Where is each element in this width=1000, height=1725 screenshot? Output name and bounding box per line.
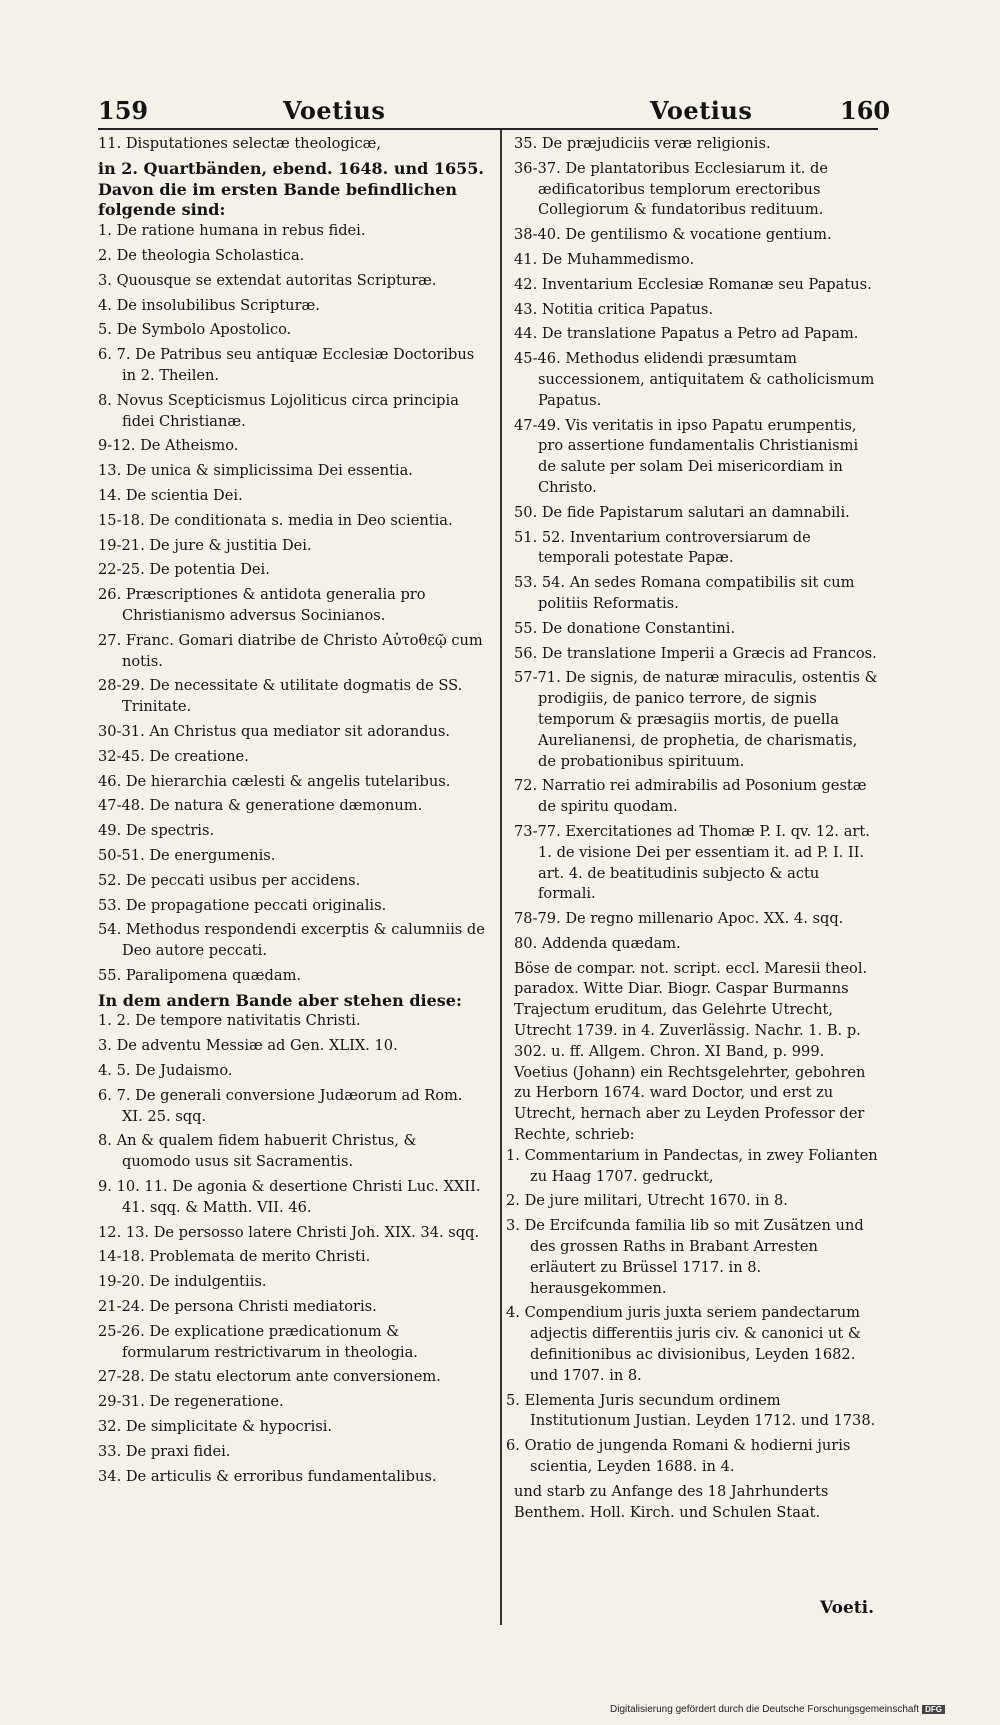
- entry: 5. De Symbolo Apostolico.: [98, 321, 292, 339]
- entry: 49. De spectris.: [98, 822, 215, 840]
- entry: 36-37. De plantatoribus Ecclesiarum it. de ædificatoribus templorum erectoribus Collegiorum & fundatoribus redituum.: [514, 159, 828, 219]
- running-title-right: Voetius: [650, 96, 753, 125]
- entry: 3. Quousque se extendat autoritas Scripturæ.: [98, 271, 437, 289]
- entry: 80. Addenda quædam.: [514, 934, 681, 952]
- entry: 19-21. De jure & justitia Dei.: [98, 536, 312, 554]
- entry: 2. De theologia Scholastica.: [98, 246, 305, 264]
- entry: 6. Oratio de jungenda Romani & hodierni juris scientia, Leyden 1688. in 4.: [506, 1437, 851, 1476]
- entry: 9. 10. 11. De agonia & desertione Christi Luc. XXII. 41. sqq. & Matth. VII. 46.: [98, 1178, 481, 1216]
- entry: 15-18. De conditionata s. media in Deo scientia.: [98, 511, 453, 529]
- entry: 53. 54. An sedes Romana compatibilis sit cum politiis Reformatis.: [514, 574, 855, 612]
- entry: 54. Methodus respondendi excerptis & calumniis de Deo autore peccati.: [98, 921, 485, 960]
- entry: 53. De propagatione peccati originalis.: [98, 896, 387, 914]
- entry: 8. Novus Scepticismus Lojoliticus circa principia fidei Christianæ.: [98, 391, 459, 430]
- entry: 1. De ratione humana in rebus fidei.: [98, 222, 366, 240]
- funding-footer: [610, 1704, 945, 1715]
- entry: 47-49. Vis veritatis in ipso Papatu erumpentis, pro assertione fundamentalis Christianismi de salute per solam Dei misericordiam in Christo.: [514, 416, 859, 496]
- entry: 2. De jure militari, Utrecht 1670. in 8.: [506, 1192, 788, 1210]
- entry: 4. De insolubilibus Scripturæ.: [98, 296, 320, 314]
- page-number-left: 159: [98, 96, 149, 125]
- entry: 52. De peccati usibus per accidens.: [98, 871, 361, 889]
- entry: 8. An & qualem fidem habuerit Christus, & quomodo usus sit Sacramentis.: [98, 1132, 417, 1171]
- entry: 4. 5. De Judaismo.: [98, 1062, 233, 1080]
- entry: 6. 7. De Patribus seu antiquæ Ecclesiæ Doctoribus in 2. Theilen.: [98, 346, 475, 384]
- entry: 6. 7. De generali conversione Judæorum ad Rom. XI. 25. sqq.: [98, 1086, 463, 1125]
- entry: 35. De præjudiciis veræ religionis.: [514, 135, 771, 152]
- entry: 43. Notitia critica Papatus.: [514, 300, 713, 318]
- entry: 55. Paralipomena quædam.: [98, 966, 302, 984]
- entry: 12. 13. De persosso latere Christi Joh. XIX. 34. sqq.: [98, 1223, 480, 1241]
- entry: 32-45. De creatione.: [98, 747, 249, 765]
- entry: 78-79. De regno millenario Apoc. XX. 4. sqq.: [514, 910, 844, 928]
- entry: 42. Inventarium Ecclesiæ Romanæ seu Papatus.: [514, 275, 872, 293]
- left-column: [98, 134, 486, 1491]
- entry: 38-40. De gentilismo & vocatione gentium.: [514, 226, 832, 244]
- entry: 56. De translatione Imperii a Græcis ad Francos.: [514, 644, 877, 662]
- catchword: Voeti.: [820, 1598, 875, 1618]
- entry: 11. Disputationes selectæ theologicæ,: [98, 135, 381, 152]
- entry: 47-48. De natura & generatione dæmonum.: [98, 797, 423, 815]
- entry: 45-46. Methodus elidendi præsumtam successionem, antiquitatem & catholicismum Papatus.: [514, 350, 875, 409]
- entry: 1. Commentarium in Pandectas, in zwey Folianten zu Haag 1707. gedruckt,: [506, 1146, 878, 1185]
- entry: 57-71. De signis, de naturæ miraculis, ostentis & prodigiis, de panico terrore, de signis temporum & præsagiis mortis, de puella Aurelianensi, de prophetia, de charismatis, de probationibus spirituum.: [514, 669, 878, 770]
- footer-text: Digitalisierung gefördert durch die Deutsche Forschungsgemeinschaft: [610, 1704, 920, 1715]
- entry: 19-20. De indulgentiis.: [98, 1273, 267, 1291]
- dfg-logo: DFG: [922, 1705, 945, 1714]
- entry: 21-24. De persona Christi mediatoris.: [98, 1298, 377, 1316]
- entry: 14. De scientia Dei.: [98, 486, 243, 504]
- closing-note: und starb zu Anfange des 18 Jahrhunderts Benthem. Holl. Kirch. und Schulen Staat.: [514, 1482, 829, 1521]
- entry: 50. De fide Papistarum salutari an damnabili.: [514, 503, 850, 521]
- column-divider: [500, 130, 502, 1625]
- section-heading: In dem andern Bande aber stehen diese:: [98, 990, 462, 1010]
- entry: 27. Franc. Gomari diatribe de Christo Αὐτοθεῷ cum notis.: [98, 631, 483, 670]
- entry: 33. De praxi fidei.: [98, 1442, 231, 1460]
- entry: 32. De simplicitate & hypocrisi.: [98, 1418, 333, 1436]
- entry: 4. Compendium juris juxta seriem pandectarum adjectis differentiis juris civ. & canonici ut & definitionibus ac divisionibus, Leyden 1682. und 1707. in 8.: [506, 1304, 861, 1384]
- entry: 26. Præscriptiones & antidota generalia pro Christianismo adversus Socinianos.: [98, 586, 426, 624]
- page-number-right: 160: [840, 96, 891, 125]
- entry: 25-26. De explicatione prædicationum & formularum restrictivarum in theologia.: [98, 1322, 418, 1361]
- entry: 5. Elementa Juris secundum ordinem Institutionum Justian. Leyden 1712. und 1738.: [506, 1391, 876, 1430]
- right-column: [506, 134, 878, 1523]
- entry: 14-18. Problemata de merito Christi.: [98, 1248, 371, 1266]
- entry: 3. De Ercifcunda familia lib so mit Zusätzen und des grossen Raths in Brabant Arresten erläutert zu Brüssel 1717. in 8. herausgekommen.: [506, 1217, 864, 1297]
- entry: 3. De adventu Messiæ ad Gen. XLIX. 10.: [98, 1037, 398, 1055]
- entry: 55. De donatione Constantini.: [514, 619, 736, 637]
- biography-paragraph: Voetius (Johann) ein Rechtsgelehrter, gebohren zu Herborn 1674. ward Doctor, und erst zu Utrecht, hernach aber zu Leyden Professor der Rechte, schrieb:: [514, 1063, 866, 1144]
- header-rule: [98, 128, 878, 130]
- running-title-left: Voetius: [283, 96, 386, 125]
- entry: 28-29. De necessitate & utilitate dogmatis de SS. Trinitate.: [98, 677, 463, 716]
- entry: 44. De translatione Papatus a Petro ad Papam.: [514, 325, 859, 343]
- entry: 30-31. An Christus qua mediator sit adorandus.: [98, 722, 450, 740]
- entry: 9-12. De Atheismo.: [98, 437, 239, 455]
- entry: 46. De hierarchia cælesti & angelis tutelaribus.: [98, 772, 451, 790]
- bibliography-note: Böse de compar. not. script. eccl. Maresii theol. paradox. Witte Diar. Biogr. Caspar Burmanns Trajectum eruditum, das Gelehrte Utrecht, Utrecht 1739. in 4. Zuverlässig. Nachr. 1. B. p. 302. u. ff. Allgem. Chron. XI Band, p. 999.: [514, 959, 868, 1060]
- entry: 29-31. De regeneratione.: [98, 1393, 284, 1411]
- entry: 1. 2. De tempore nativitatis Christi.: [98, 1012, 361, 1030]
- section-heading: in 2. Quartbänden, ebend. 1648. und 1655. Davon die im ersten Bande befindlichen folgende sind:: [98, 158, 484, 220]
- entry: 51. 52. Inventarium controversiarum de temporali potestate Papæ.: [514, 528, 811, 567]
- entry: 72. Narratio rei admirabilis ad Posonium gestæ de spiritu quodam.: [514, 777, 867, 816]
- entry: 22-25. De potentia Dei.: [98, 561, 270, 579]
- entry: 50-51. De energumenis.: [98, 846, 276, 864]
- entry: 34. De articulis & erroribus fundamentalibus.: [98, 1467, 437, 1485]
- entry: 41. De Muhammedismo.: [514, 250, 695, 268]
- entry: 27-28. De statu electorum ante conversionem.: [98, 1368, 441, 1386]
- entry: 13. De unica & simplicissima Dei essentia.: [98, 462, 413, 480]
- entry: 73-77. Exercitationes ad Thomæ P. I. qv. 12. art. 1. de visione Dei per essentiam it. ad P. I. II. art. 4. de beatitudinis subjecto & actu formali.: [514, 822, 870, 903]
